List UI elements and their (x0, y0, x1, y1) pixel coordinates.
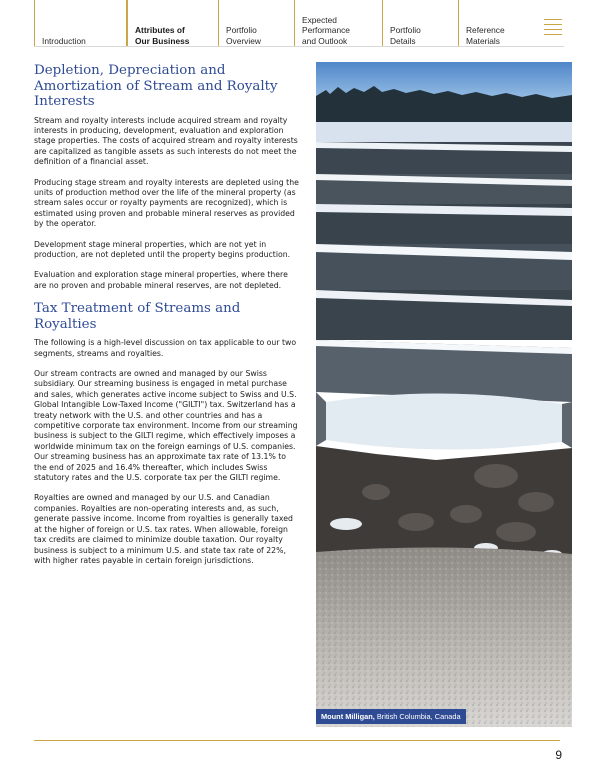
paragraph: Royalties are owned and managed by our U.S. and Canadian companies. Royalties are non-operating interests and, as such, generate passive income. Income from royalties is generally taxed at the higher of foreign or U.S. tax rates. When allowable, foreign tax credits are claimed to minimize double taxation. Our royalty business is subject to a minimum U.S. and state tax rate of 22%, with higher rates payable in certain foreign jurisdictions. (34, 493, 293, 565)
paragraph: Stream and royalty interests include acquired stream and royalty interests in producing, development, evaluation and exploration stage properties. The costs of acquired stream and royalty interests are capitalized as tangible assets as such interests do not meet the definition of a financial asset. (34, 115, 298, 167)
nav-tab-label: Reference (466, 25, 505, 35)
nav-tab-label: Materials (466, 35, 500, 46)
nav-tab-label: Introduction (42, 35, 86, 46)
mine-photo (316, 62, 572, 727)
footer-divider (34, 740, 560, 741)
nav-tab-portfolio-overview[interactable] (218, 0, 294, 46)
paragraph: The following is a high-level discussion on tax applicable to our two segments, streams and royalties. (34, 338, 297, 358)
nav-tab-label: Our Business (135, 35, 190, 46)
nav-tab-expected-performance-and-outlook[interactable] (294, 0, 382, 46)
nav-tab-label: Details (390, 35, 416, 46)
nav-tab-label: Performance (302, 25, 350, 35)
nav-tab-reference-materials[interactable] (458, 0, 536, 46)
paragraph: Evaluation and exploration stage mineral properties, where there are no proven and probable mineral reserves, are not depleted. (34, 270, 288, 290)
paragraph: Our stream contracts are owned and managed by our Swiss subsidiary. Our streaming business is engaged in metal purchase and sales, which generates active income subject to Swiss and U.S. Global Intangible Low-Taxed Income ("GILTI") tax. Switzerland has a treaty network with the U.S. and other countries and has a competitive corporate tax environment. Income from our streaming business is subject to the GILTI regime, which effectively imposes a worldwide minimum tax on the foreign earnings of U.S. companies. Our streaming business has an approximate tax rate of 13.1% to the end of 2025 and 16.4% thereafter, which includes Swiss statutory rates and the U.S. corporate tax per the GILTI regime. (34, 369, 298, 483)
caption-location: Mount Milligan, (321, 712, 375, 721)
nav-tab-label: Portfolio (226, 25, 257, 35)
nav-tab-introduction[interactable] (34, 0, 126, 46)
caption-region: British Columbia, Canada (374, 712, 461, 721)
nav-tab-attributes-of-our-business[interactable] (126, 0, 218, 46)
photo-caption (316, 709, 466, 724)
paragraph: Producing stage stream and royalty interests are depleted using the units of production method over the life of the mineral property (as stream sales occur or royalty payments are recognized), which is estimated using proven and probable mineral reserves as provided by the operator. (34, 177, 299, 229)
nav-tab-label: Expected (302, 14, 337, 25)
hamburger-menu-icon[interactable] (544, 19, 562, 37)
nav-tab-label: and Outlook (302, 35, 348, 46)
section-title-tax-treatment: Tax Treatment of Streams and Royalties (34, 301, 241, 332)
nav-tab-label: Attributes of (135, 25, 185, 35)
text-column (34, 63, 300, 576)
nav-tab-portfolio-details[interactable] (382, 0, 458, 46)
nav-tab-label: Overview (226, 35, 261, 46)
page-number: 9 (555, 748, 562, 762)
section-title-depletion: Depletion, Depreciation and Amortization of Stream and Royalty Interests (34, 63, 278, 109)
nav-divider (34, 46, 564, 47)
nav-tab-label: Portfolio (390, 25, 421, 35)
paragraph: Development stage mineral properties, which are not yet in production, are not depleted until the property begins production. (34, 239, 291, 259)
top-navigation (0, 0, 600, 52)
